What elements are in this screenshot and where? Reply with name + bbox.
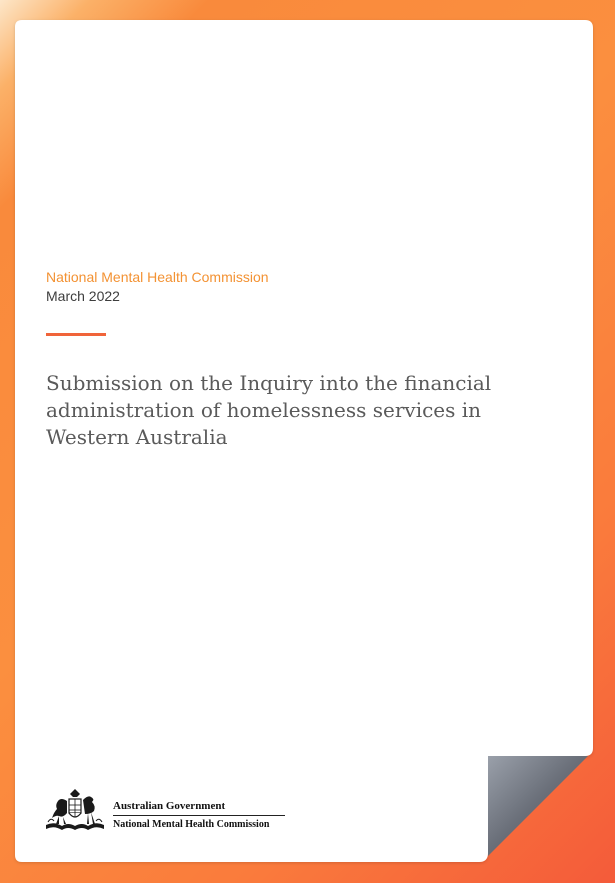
agency-name-label: National Mental Health Commission <box>113 819 270 830</box>
accent-rule <box>46 333 106 336</box>
document-title: Submission on the Inquiry into the financial administration of homelessness services in Western Australia <box>46 371 492 449</box>
organisation-name: National Mental Health Commission <box>46 269 269 285</box>
commonwealth-coat-of-arms-icon <box>44 788 106 834</box>
logo-divider <box>113 815 285 816</box>
page-curl-corner <box>488 756 588 856</box>
publication-date: March 2022 <box>46 288 120 304</box>
government-logo <box>44 788 294 834</box>
australian-government-label: Australian Government <box>113 800 226 812</box>
